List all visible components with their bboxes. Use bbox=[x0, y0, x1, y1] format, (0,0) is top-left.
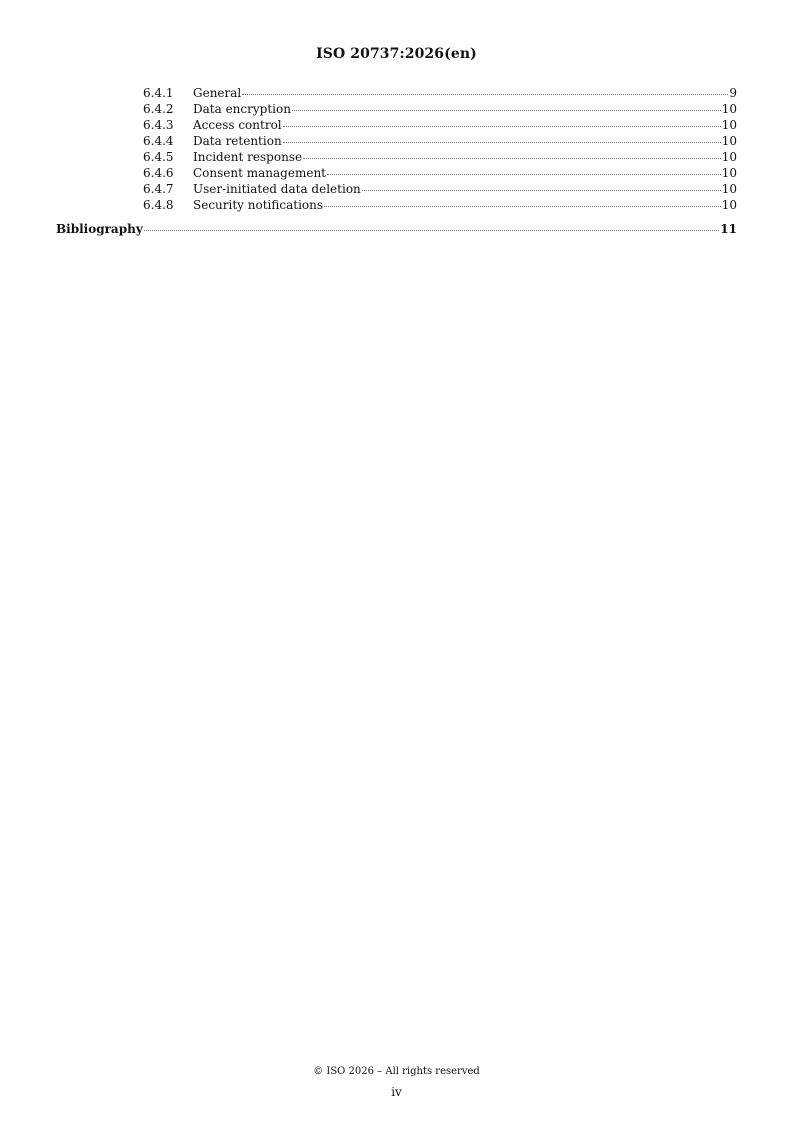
toc-entry-page: 10 bbox=[721, 150, 737, 164]
toc-entry-title: Data retention bbox=[193, 134, 282, 148]
toc-dot-leader bbox=[292, 100, 721, 111]
toc-dot-leader bbox=[303, 148, 721, 159]
toc-entry-title: Security notifications bbox=[193, 198, 324, 212]
toc-dot-leader bbox=[242, 84, 728, 95]
toc-entry-page: 10 bbox=[721, 102, 737, 116]
toc-entry-page: 9 bbox=[729, 86, 737, 100]
toc-entry-number: 6.4.8 bbox=[143, 198, 174, 212]
toc-entry-page: 10 bbox=[721, 166, 737, 180]
toc-entry-title: Consent management bbox=[193, 166, 326, 180]
toc-entry[interactable] bbox=[143, 198, 737, 212]
toc-entry-number: 6.4.3 bbox=[143, 118, 174, 132]
toc-dot-leader bbox=[283, 132, 721, 143]
toc-entry-page: 10 bbox=[721, 198, 737, 212]
toc-entry-number: 6.4.1 bbox=[143, 86, 174, 100]
toc-dot-leader bbox=[324, 196, 721, 207]
toc-entry-number: 6.4.7 bbox=[143, 182, 174, 196]
copyright-notice: © ISO 2026 – All rights reserved bbox=[313, 1066, 480, 1077]
toc-dot-leader bbox=[362, 180, 721, 191]
toc-entry-title: Data encryption bbox=[193, 102, 291, 116]
toc-entry[interactable] bbox=[143, 134, 737, 148]
page-number: iv bbox=[391, 1085, 402, 1099]
toc-entry-page: 11 bbox=[720, 222, 737, 236]
toc-entry[interactable] bbox=[143, 166, 737, 180]
toc-entry-title: General bbox=[193, 86, 242, 100]
toc-entry-bibliography[interactable] bbox=[56, 222, 737, 236]
toc-entry-number: 6.4.6 bbox=[143, 166, 174, 180]
toc-entry-number: 6.4.4 bbox=[143, 134, 174, 148]
toc-entry[interactable] bbox=[143, 86, 737, 100]
toc-entry-page: 10 bbox=[721, 118, 737, 132]
toc-entry[interactable] bbox=[143, 182, 737, 196]
toc-entry-title: Bibliography bbox=[56, 222, 143, 236]
toc-entry[interactable] bbox=[143, 118, 737, 132]
toc-entry[interactable] bbox=[143, 150, 737, 164]
toc-entry-page: 10 bbox=[721, 134, 737, 148]
toc-entry-number: 6.4.2 bbox=[143, 102, 174, 116]
toc-entry-number: 6.4.5 bbox=[143, 150, 174, 164]
toc-dot-leader bbox=[144, 220, 720, 231]
toc-entry-title: Incident response bbox=[193, 150, 303, 164]
toc-entry-title: User-initiated data deletion bbox=[193, 182, 361, 196]
document-header: ISO 20737:2026(en) bbox=[316, 46, 477, 62]
toc-entry[interactable] bbox=[143, 102, 737, 116]
toc-entry-title: Access control bbox=[193, 118, 282, 132]
toc-dot-leader bbox=[283, 116, 721, 127]
toc-entry-page: 10 bbox=[721, 182, 737, 196]
toc-dot-leader bbox=[327, 164, 721, 175]
